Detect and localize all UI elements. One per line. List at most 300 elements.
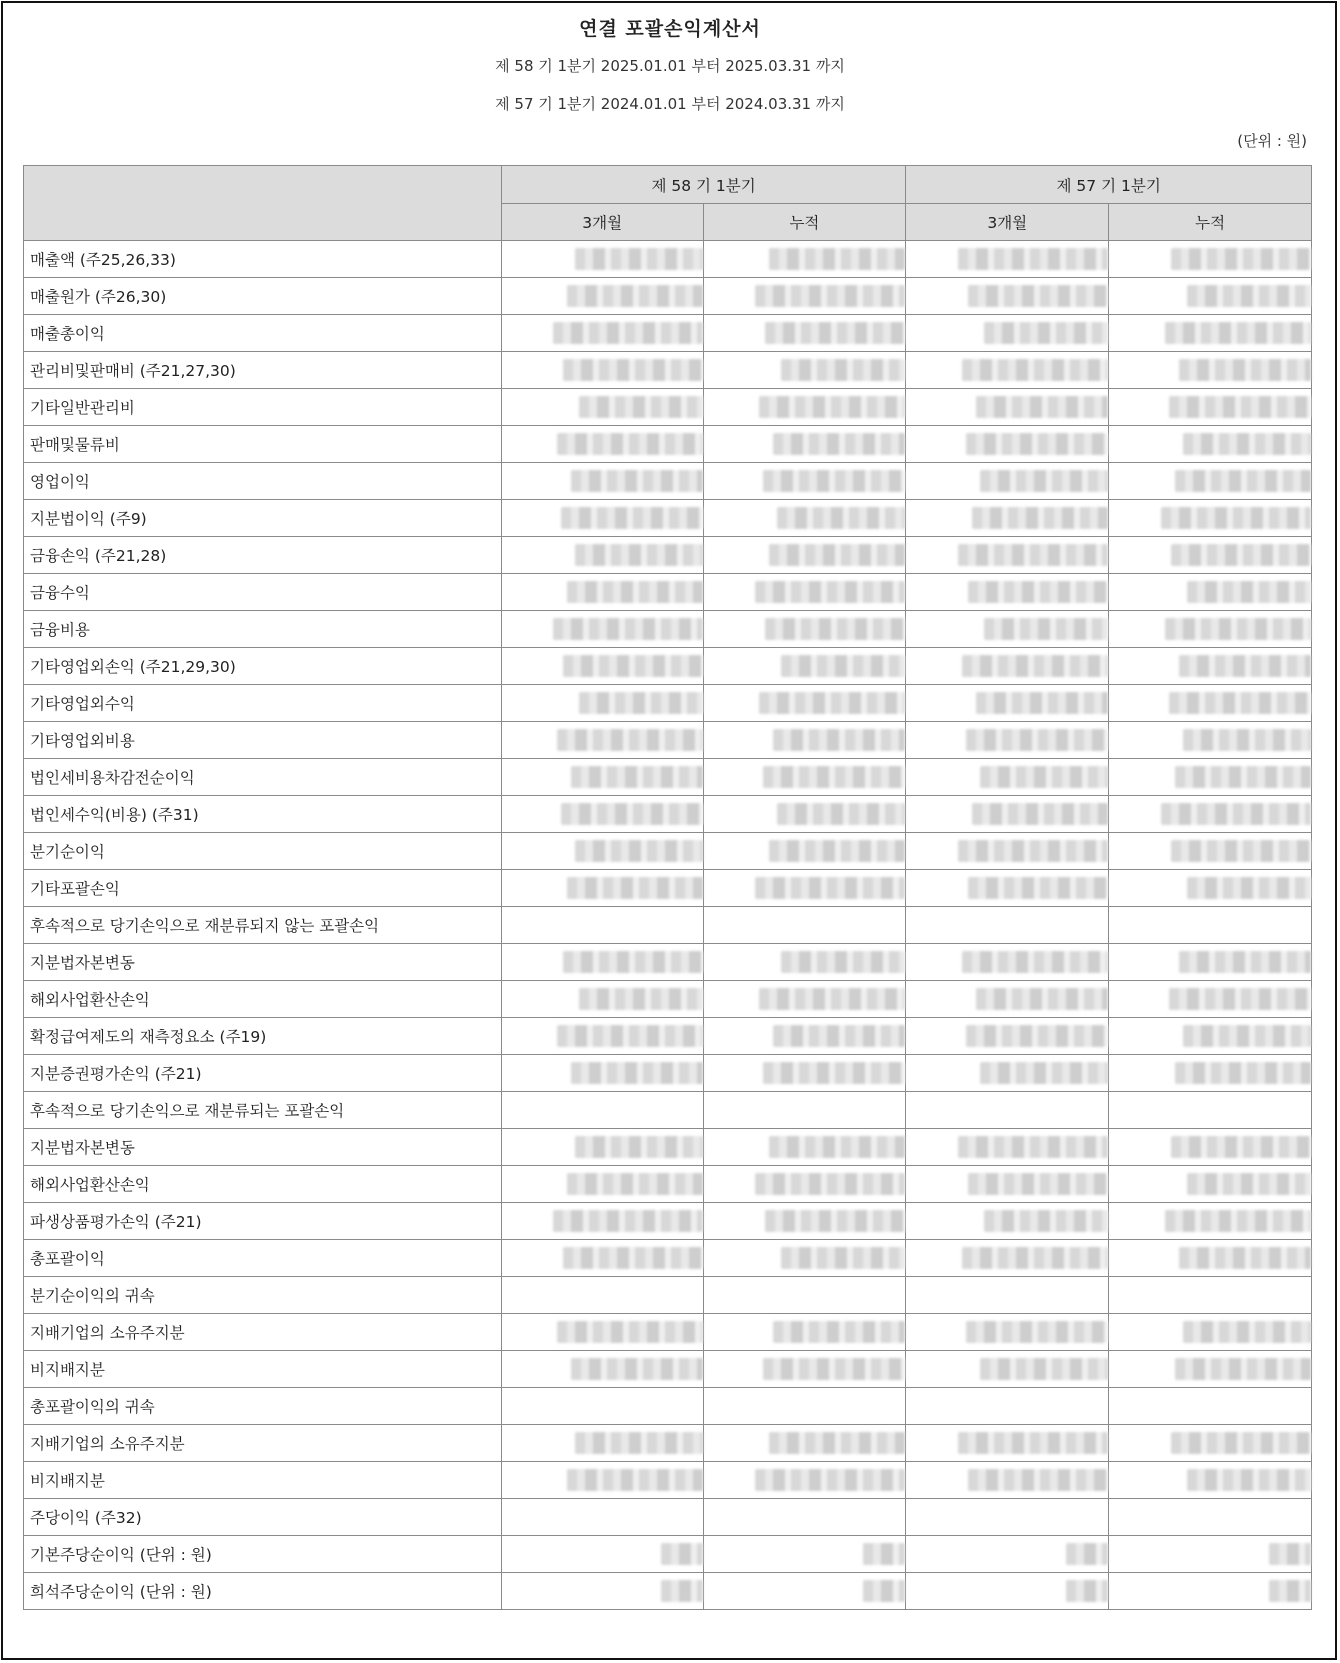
redacted-value xyxy=(958,1432,1108,1454)
redacted-value xyxy=(1269,1580,1311,1602)
row-label: 기타영업외수익 xyxy=(24,685,502,722)
redacted-value-cell xyxy=(906,1203,1109,1240)
redacted-value-cell xyxy=(501,648,703,685)
redacted-value-cell xyxy=(1109,981,1312,1018)
redacted-value-cell xyxy=(501,241,703,278)
redacted-value xyxy=(661,1580,703,1602)
redacted-value xyxy=(958,840,1108,862)
redacted-value xyxy=(976,988,1108,1010)
row-label: 주당이익 (주32) xyxy=(24,1499,502,1536)
redacted-value-cell xyxy=(906,1055,1109,1092)
redacted-value xyxy=(579,988,703,1010)
redacted-value-cell xyxy=(1109,278,1312,315)
redacted-value-cell xyxy=(501,1425,703,1462)
redacted-value-cell xyxy=(1109,1351,1312,1388)
redacted-value-cell xyxy=(906,389,1109,426)
redacted-value-cell xyxy=(906,981,1109,1018)
redacted-value-cell xyxy=(703,907,906,944)
table-row xyxy=(24,759,1312,796)
header-subcolumn: 누적 xyxy=(1109,204,1312,241)
document-title: 연결 포괄손익계산서 xyxy=(579,18,761,40)
income-statement-table xyxy=(23,165,1312,1610)
row-label: 관리비및판매비 (주21,27,30) xyxy=(24,352,502,389)
table-row xyxy=(24,1129,1312,1166)
row-label: 금융수익 xyxy=(24,574,502,611)
redacted-value xyxy=(1171,248,1311,270)
redacted-value xyxy=(1183,1321,1311,1343)
redacted-value xyxy=(769,248,905,270)
table-row xyxy=(24,315,1312,352)
redacted-value-cell xyxy=(906,722,1109,759)
table-row xyxy=(24,1314,1312,1351)
redacted-value-cell xyxy=(703,981,906,1018)
redacted-value-cell xyxy=(501,1499,703,1536)
redacted-value-cell xyxy=(501,1462,703,1499)
redacted-value xyxy=(1165,322,1311,344)
redacted-value-cell xyxy=(1109,1462,1312,1499)
redacted-value xyxy=(763,1062,905,1084)
row-label: 파생상품평가손익 (주21) xyxy=(24,1203,502,1240)
redacted-value xyxy=(755,285,905,307)
redacted-value-cell xyxy=(703,611,906,648)
redacted-value-cell xyxy=(703,1240,906,1277)
redacted-value-cell xyxy=(1109,759,1312,796)
table-row xyxy=(24,907,1312,944)
redacted-value xyxy=(575,248,703,270)
redacted-value xyxy=(1175,766,1311,788)
redacted-value xyxy=(763,470,905,492)
redacted-value-cell xyxy=(703,944,906,981)
redacted-value xyxy=(1066,1580,1108,1602)
redacted-value-cell xyxy=(703,315,906,352)
table-row xyxy=(24,1277,1312,1314)
redacted-value-cell xyxy=(703,389,906,426)
redacted-value xyxy=(976,692,1108,714)
redacted-value-cell xyxy=(906,796,1109,833)
redacted-value-cell xyxy=(501,907,703,944)
row-label: 후속적으로 당기손익으로 재분류되지 않는 포괄손익 xyxy=(24,907,502,944)
redacted-value xyxy=(984,618,1108,640)
redacted-value xyxy=(567,1469,703,1491)
redacted-value-cell xyxy=(1109,426,1312,463)
redacted-value xyxy=(755,1469,905,1491)
redacted-value xyxy=(773,1025,905,1047)
row-label: 지분법자본변동 xyxy=(24,1129,502,1166)
period-current-line: 제 58 기 1분기 2025.01.01 부터 2025.03.31 까지 xyxy=(495,57,845,75)
redacted-value xyxy=(972,507,1108,529)
row-label: 후속적으로 당기손익으로 재분류되는 포괄손익 xyxy=(24,1092,502,1129)
redacted-value-cell xyxy=(703,278,906,315)
table-row xyxy=(24,1018,1312,1055)
redacted-value-cell xyxy=(1109,1055,1312,1092)
redacted-value xyxy=(980,1358,1108,1380)
row-label: 법인세비용차감전순이익 xyxy=(24,759,502,796)
redacted-value xyxy=(567,581,703,603)
row-label: 해외사업환산손익 xyxy=(24,981,502,1018)
redacted-value xyxy=(966,433,1108,455)
redacted-value xyxy=(1165,618,1311,640)
redacted-value xyxy=(1179,655,1311,677)
redacted-value xyxy=(962,951,1108,973)
redacted-value-cell xyxy=(501,1573,703,1610)
redacted-value-cell xyxy=(501,500,703,537)
table-row xyxy=(24,574,1312,611)
redacted-value-cell xyxy=(501,1018,703,1055)
redacted-value-cell xyxy=(501,537,703,574)
redacted-value xyxy=(661,1543,703,1565)
redacted-value xyxy=(755,581,905,603)
redacted-value-cell xyxy=(1109,1018,1312,1055)
redacted-value-cell xyxy=(501,1055,703,1092)
redacted-value xyxy=(759,988,905,1010)
redacted-value-cell xyxy=(1109,685,1312,722)
row-label: 기타영업외비용 xyxy=(24,722,502,759)
redacted-value xyxy=(1165,1210,1311,1232)
table-row xyxy=(24,1055,1312,1092)
redacted-value xyxy=(557,1025,703,1047)
redacted-value-cell xyxy=(906,278,1109,315)
row-label: 판매및물류비 xyxy=(24,426,502,463)
redacted-value xyxy=(962,1247,1108,1269)
redacted-value-cell xyxy=(906,759,1109,796)
redacted-value xyxy=(769,544,905,566)
row-label: 기타영업외손익 (주21,29,30) xyxy=(24,648,502,685)
redacted-value-cell xyxy=(906,500,1109,537)
redacted-value-cell xyxy=(1109,1166,1312,1203)
redacted-value xyxy=(579,692,703,714)
redacted-value-cell xyxy=(703,685,906,722)
table-row xyxy=(24,352,1312,389)
redacted-value xyxy=(1183,433,1311,455)
redacted-value-cell xyxy=(703,1425,906,1462)
redacted-value-cell xyxy=(1109,1129,1312,1166)
redacted-value xyxy=(1161,507,1311,529)
redacted-value xyxy=(557,433,703,455)
table-row xyxy=(24,722,1312,759)
redacted-value-cell xyxy=(501,796,703,833)
redacted-value-cell xyxy=(1109,315,1312,352)
redacted-value xyxy=(984,322,1108,344)
redacted-value xyxy=(958,1136,1108,1158)
row-label: 지분법이익 (주9) xyxy=(24,500,502,537)
redacted-value xyxy=(972,803,1108,825)
redacted-value xyxy=(567,1173,703,1195)
redacted-value-cell xyxy=(906,833,1109,870)
header-subcolumn: 누적 xyxy=(703,204,906,241)
redacted-value-cell xyxy=(906,1240,1109,1277)
redacted-value xyxy=(777,507,905,529)
redacted-value xyxy=(755,877,905,899)
table-row xyxy=(24,1203,1312,1240)
redacted-value-cell xyxy=(906,685,1109,722)
row-label: 영업이익 xyxy=(24,463,502,500)
redacted-value xyxy=(1183,729,1311,751)
row-label: 해외사업환산손익 xyxy=(24,1166,502,1203)
redacted-value xyxy=(575,544,703,566)
redacted-value xyxy=(553,1210,703,1232)
redacted-value-cell xyxy=(703,1055,906,1092)
redacted-value xyxy=(962,359,1108,381)
table-row xyxy=(24,833,1312,870)
redacted-value xyxy=(1171,544,1311,566)
table-row xyxy=(24,870,1312,907)
redacted-value-cell xyxy=(906,1351,1109,1388)
table-row xyxy=(24,611,1312,648)
redacted-value-cell xyxy=(1109,241,1312,278)
redacted-value xyxy=(1161,803,1311,825)
redacted-value-cell xyxy=(501,833,703,870)
redacted-value xyxy=(563,655,703,677)
redacted-value-cell xyxy=(1109,1314,1312,1351)
redacted-value-cell xyxy=(501,685,703,722)
table-row xyxy=(24,463,1312,500)
redacted-value xyxy=(1169,692,1311,714)
header-subcolumn: 3개월 xyxy=(906,204,1109,241)
redacted-value xyxy=(769,1136,905,1158)
redacted-value xyxy=(1269,1543,1311,1565)
redacted-value-cell xyxy=(501,944,703,981)
redacted-value xyxy=(1179,951,1311,973)
redacted-value xyxy=(1187,1469,1311,1491)
redacted-value-cell xyxy=(501,722,703,759)
redacted-value-cell xyxy=(1109,1499,1312,1536)
redacted-value xyxy=(1171,1432,1311,1454)
redacted-value xyxy=(575,840,703,862)
redacted-value xyxy=(968,581,1108,603)
redacted-value-cell xyxy=(906,1018,1109,1055)
redacted-value xyxy=(781,359,905,381)
redacted-value-cell xyxy=(1109,463,1312,500)
redacted-value-cell xyxy=(1109,1536,1312,1573)
redacted-value xyxy=(1187,877,1311,899)
row-label: 금융비용 xyxy=(24,611,502,648)
redacted-value-cell xyxy=(1109,1388,1312,1425)
redacted-value xyxy=(553,618,703,640)
redacted-value xyxy=(781,1247,905,1269)
row-label: 분기순이익의 귀속 xyxy=(24,1277,502,1314)
table-row xyxy=(24,1462,1312,1499)
redacted-value xyxy=(968,285,1108,307)
redacted-value-cell xyxy=(703,1388,906,1425)
redacted-value xyxy=(563,1247,703,1269)
redacted-value xyxy=(976,396,1108,418)
redacted-value-cell xyxy=(906,944,1109,981)
redacted-value-cell xyxy=(906,352,1109,389)
redacted-value-cell xyxy=(703,1129,906,1166)
redacted-value-cell xyxy=(501,463,703,500)
redacted-value-cell xyxy=(906,1573,1109,1610)
redacted-value xyxy=(968,877,1108,899)
row-label: 지분증권평가손익 (주21) xyxy=(24,1055,502,1092)
redacted-value-cell xyxy=(501,1314,703,1351)
row-label: 매출원가 (주26,30) xyxy=(24,278,502,315)
redacted-value xyxy=(759,396,905,418)
row-label: 지배기업의 소유주지분 xyxy=(24,1314,502,1351)
redacted-value-cell xyxy=(1109,944,1312,981)
redacted-value-cell xyxy=(501,426,703,463)
redacted-value xyxy=(966,729,1108,751)
redacted-value xyxy=(561,803,703,825)
redacted-value-cell xyxy=(703,426,906,463)
redacted-value-cell xyxy=(703,759,906,796)
redacted-value-cell xyxy=(906,315,1109,352)
row-label: 기본주당순이익 (단위 : 원) xyxy=(24,1536,502,1573)
redacted-value xyxy=(1066,1543,1108,1565)
redacted-value-cell xyxy=(703,1462,906,1499)
redacted-value-cell xyxy=(906,463,1109,500)
redacted-value-cell xyxy=(1109,648,1312,685)
redacted-value-cell xyxy=(501,1351,703,1388)
redacted-value xyxy=(984,1210,1108,1232)
redacted-value-cell xyxy=(501,759,703,796)
redacted-value xyxy=(962,655,1108,677)
redacted-value xyxy=(863,1543,905,1565)
redacted-value xyxy=(571,766,703,788)
redacted-value xyxy=(557,729,703,751)
redacted-value-cell xyxy=(703,1092,906,1129)
redacted-value-cell xyxy=(501,981,703,1018)
redacted-value-cell xyxy=(906,648,1109,685)
redacted-value-cell xyxy=(703,241,906,278)
row-label: 지배기업의 소유주지분 xyxy=(24,1425,502,1462)
redacted-value-cell xyxy=(703,648,906,685)
table-row xyxy=(24,648,1312,685)
row-label: 비지배지분 xyxy=(24,1462,502,1499)
redacted-value-cell xyxy=(703,1314,906,1351)
redacted-value-cell xyxy=(501,352,703,389)
redacted-value-cell xyxy=(906,1129,1109,1166)
redacted-value-cell xyxy=(906,1277,1109,1314)
redacted-value-cell xyxy=(703,352,906,389)
redacted-value xyxy=(1169,396,1311,418)
table-row xyxy=(24,1240,1312,1277)
redacted-value-cell xyxy=(703,500,906,537)
redacted-value xyxy=(553,322,703,344)
row-label: 총포괄이익의 귀속 xyxy=(24,1388,502,1425)
redacted-value-cell xyxy=(1109,722,1312,759)
redacted-value xyxy=(1175,1358,1311,1380)
header-subcolumn: 3개월 xyxy=(501,204,703,241)
redacted-value xyxy=(579,396,703,418)
redacted-value-cell xyxy=(906,1314,1109,1351)
redacted-value-cell xyxy=(1109,1092,1312,1129)
row-label: 매출액 (주25,26,33) xyxy=(24,241,502,278)
redacted-value xyxy=(777,803,905,825)
redacted-value xyxy=(567,877,703,899)
redacted-value-cell xyxy=(906,870,1109,907)
table-row xyxy=(24,944,1312,981)
redacted-value xyxy=(759,692,905,714)
row-label: 금융손익 (주21,28) xyxy=(24,537,502,574)
redacted-value xyxy=(1171,1136,1311,1158)
redacted-value-cell xyxy=(906,907,1109,944)
redacted-value-cell xyxy=(703,1536,906,1573)
redacted-value-cell xyxy=(1109,500,1312,537)
row-label: 분기순이익 xyxy=(24,833,502,870)
table-row xyxy=(24,278,1312,315)
redacted-value xyxy=(575,1432,703,1454)
redacted-value-cell xyxy=(1109,1573,1312,1610)
redacted-value xyxy=(769,1432,905,1454)
redacted-value-cell xyxy=(501,389,703,426)
redacted-value xyxy=(763,1358,905,1380)
redacted-value-cell xyxy=(1109,1277,1312,1314)
redacted-value xyxy=(1175,1062,1311,1084)
redacted-value-cell xyxy=(1109,611,1312,648)
redacted-value xyxy=(1183,1025,1311,1047)
redacted-value xyxy=(980,766,1108,788)
redacted-value-cell xyxy=(906,1536,1109,1573)
table-row xyxy=(24,981,1312,1018)
table-row xyxy=(24,241,1312,278)
row-label: 기타포괄손익 xyxy=(24,870,502,907)
redacted-value xyxy=(563,359,703,381)
table-row xyxy=(24,1388,1312,1425)
redacted-value-cell xyxy=(1109,574,1312,611)
redacted-value xyxy=(773,433,905,455)
redacted-value xyxy=(968,1173,1108,1195)
period-prior-line: 제 57 기 1분기 2024.01.01 부터 2024.03.31 까지 xyxy=(495,95,845,113)
redacted-value-cell xyxy=(1109,537,1312,574)
redacted-value xyxy=(765,618,905,640)
table-row xyxy=(24,1351,1312,1388)
redacted-value-cell xyxy=(501,1240,703,1277)
redacted-value xyxy=(1187,1173,1311,1195)
row-label: 매출총이익 xyxy=(24,315,502,352)
redacted-value xyxy=(1187,285,1311,307)
redacted-value-cell xyxy=(906,1166,1109,1203)
redacted-value xyxy=(755,1173,905,1195)
table-row xyxy=(24,1425,1312,1462)
table-row xyxy=(24,796,1312,833)
redacted-value xyxy=(773,1321,905,1343)
redacted-value-cell xyxy=(703,1573,906,1610)
redacted-value xyxy=(575,1136,703,1158)
redacted-value-cell xyxy=(703,796,906,833)
redacted-value-cell xyxy=(703,1018,906,1055)
redacted-value-cell xyxy=(906,1425,1109,1462)
redacted-value-cell xyxy=(703,1166,906,1203)
redacted-value xyxy=(863,1580,905,1602)
redacted-value-cell xyxy=(501,574,703,611)
redacted-value xyxy=(563,951,703,973)
redacted-value xyxy=(1187,581,1311,603)
redacted-value-cell xyxy=(906,1462,1109,1499)
row-label: 지분법자본변동 xyxy=(24,944,502,981)
row-label: 총포괄이익 xyxy=(24,1240,502,1277)
redacted-value xyxy=(567,285,703,307)
table-row xyxy=(24,500,1312,537)
row-label: 법인세수익(비용) (주31) xyxy=(24,796,502,833)
table-row xyxy=(24,1573,1312,1610)
redacted-value-cell xyxy=(1109,1240,1312,1277)
redacted-value-cell xyxy=(1109,796,1312,833)
table-row xyxy=(24,685,1312,722)
redacted-value xyxy=(1179,1247,1311,1269)
redacted-value xyxy=(1171,840,1311,862)
redacted-value-cell xyxy=(1109,907,1312,944)
redacted-value xyxy=(781,655,905,677)
redacted-value-cell xyxy=(703,1277,906,1314)
redacted-value-cell xyxy=(703,463,906,500)
row-label: 기타일반관리비 xyxy=(24,389,502,426)
redacted-value xyxy=(980,1062,1108,1084)
redacted-value-cell xyxy=(703,722,906,759)
redacted-value-cell xyxy=(703,1203,906,1240)
table-row xyxy=(24,537,1312,574)
table-row xyxy=(24,426,1312,463)
unit-note: (단위 : 원) xyxy=(1237,132,1307,150)
